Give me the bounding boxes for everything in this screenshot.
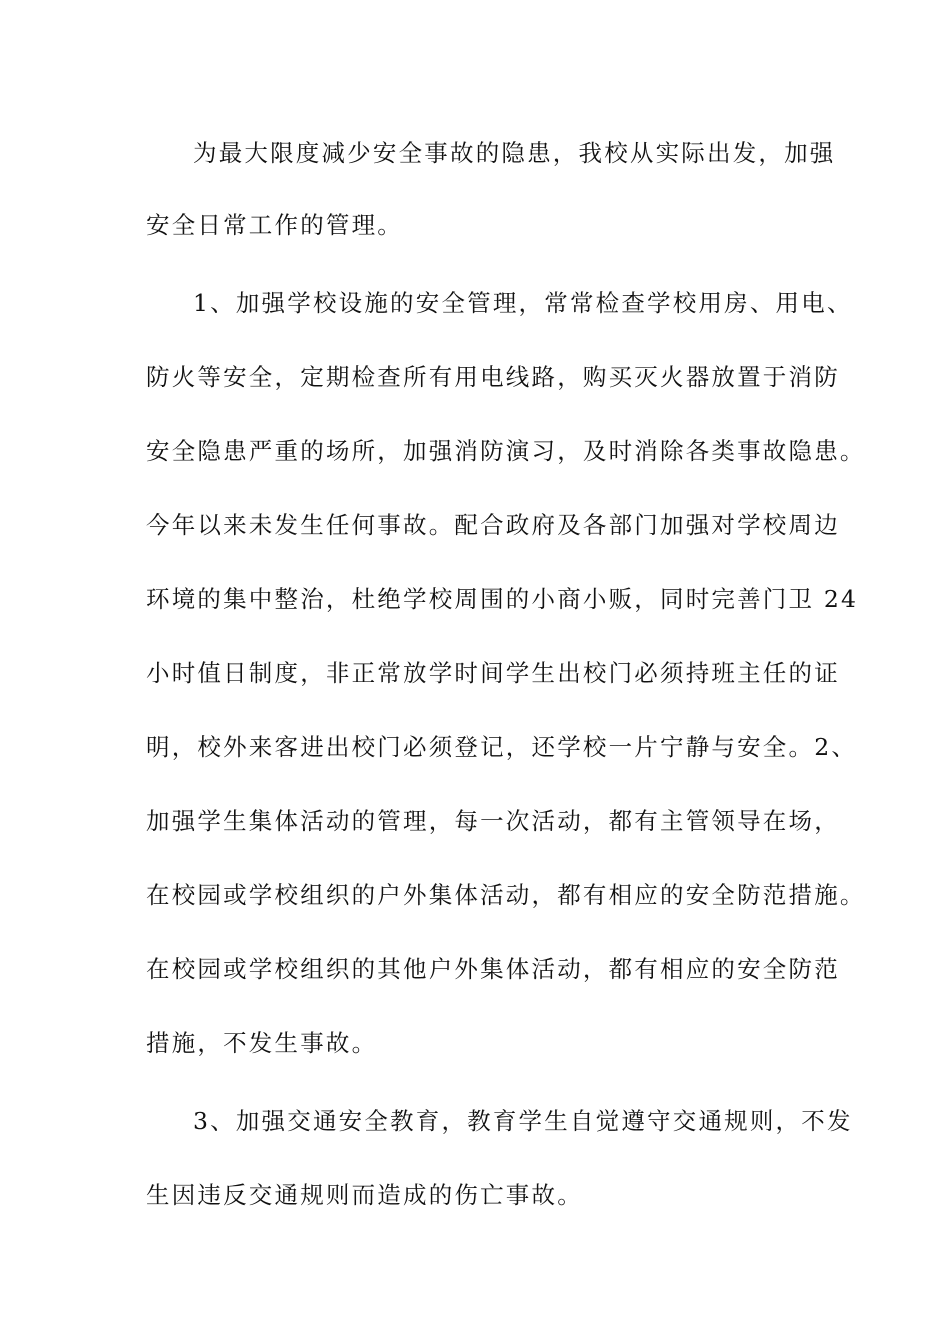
- text-line: 环境的集中整治，杜绝学校周围的小商小贩，同时完善门卫 24: [146, 585, 859, 613]
- text-line: 3、加强交通安全教育，教育学生自觉遵守交通规则，不发: [193, 1107, 853, 1135]
- text-line: 在校园或学校组织的户外集体活动，都有相应的安全防范措施。: [146, 881, 866, 909]
- text-line: 小时值日制度，非正常放学时间学生出校门必须持班主任的证: [146, 659, 840, 687]
- text-line: 防火等安全，定期检查所有用电线路，购买灭火器放置于消防: [146, 363, 840, 391]
- text-line: 为最大限度减少安全事故的隐患，我校从实际出发，加强: [193, 139, 836, 167]
- text-line: 1、加强学校设施的安全管理，常常检查学校用房、用电、: [193, 289, 853, 317]
- text-line: 在校园或学校组织的其他户外集体活动，都有相应的安全防范: [146, 955, 840, 983]
- text-line: 措施，不发生事故。: [146, 1029, 378, 1057]
- text-line: 安全日常工作的管理。: [146, 211, 403, 239]
- text-line: 安全隐患严重的场所，加强消防演习，及时消除各类事故隐患。: [146, 437, 866, 465]
- text-line: 今年以来未发生任何事故。配合政府及各部门加强对学校周边: [146, 511, 840, 539]
- text-line: 生因违反交通规则而造成的伤亡事故。: [146, 1181, 583, 1209]
- text-line: 加强学生集体活动的管理，每一次活动，都有主管领导在场，: [146, 807, 840, 835]
- text-line: 明，校外来客进出校门必须登记，还学校一片宁静与安全。2、: [146, 733, 858, 761]
